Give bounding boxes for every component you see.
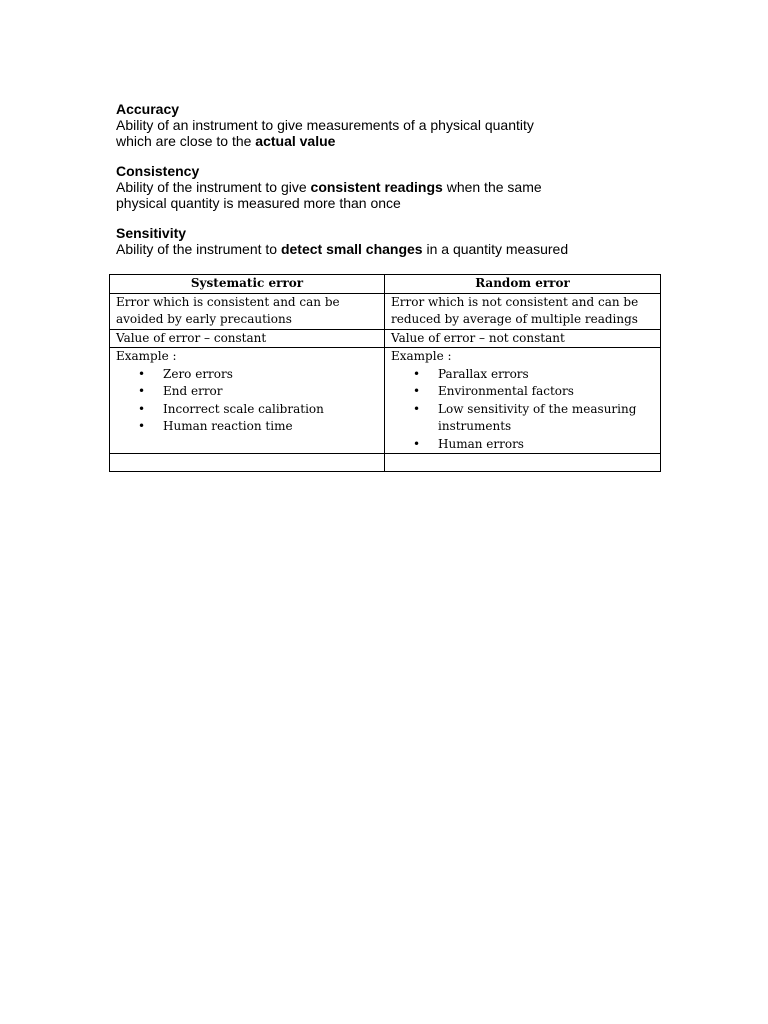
example-list [116,366,378,436]
table-cell [385,348,661,454]
list-item: • Low sensitivity of the measuring instruments [438,401,654,436]
example-label: Example : [391,349,452,363]
table-cell: Error which is not consistent and can be reduced by average of multiple readings [385,293,661,329]
description-line [116,133,676,149]
table-cell: Value of error – not constant [385,329,661,348]
list-item: • Human errors [438,436,654,454]
table-row-description [110,293,661,329]
text-run: in a quantity measured [422,241,569,257]
table-cell-empty [110,454,385,472]
table-cell-empty [385,454,661,472]
text-run: Ability of the instrument to [116,241,281,257]
list-item: • Incorrect scale calibration [163,401,378,419]
text-run: physical quantity is measured more than once [116,195,401,211]
table-row-value [110,329,661,348]
text-run: when the same [442,179,542,195]
list-item: • Human reaction time [163,418,378,436]
term-heading: Consistency [116,163,200,179]
text-run: Ability of the instrument to give [116,179,311,195]
definition-sensitivity [116,225,676,257]
table-cell [110,348,385,454]
term-heading: Accuracy [116,101,180,117]
text-run: which are close to the [116,133,256,149]
emphasis-text: detect small changes [280,241,423,257]
error-comparison-table [109,274,661,472]
text-run: Ability of an instrument to give measurements of a physical quantity [116,117,534,133]
definition-accuracy [116,101,676,149]
definitions-section [116,101,676,257]
example-label: Example : [116,349,177,363]
list-item: • Zero errors [163,366,378,384]
table-cell: Value of error – constant [110,329,385,348]
table-row-empty [110,454,661,472]
list-item: • Parallax errors [438,366,654,384]
column-header-random: Random error [385,275,661,294]
description-line [116,195,676,211]
emphasis-text: consistent readings [310,179,443,195]
column-header-systematic: Systematic error [110,275,385,294]
description-line [116,241,676,257]
definition-consistency [116,163,676,211]
term-heading: Sensitivity [116,225,187,241]
emphasis-text: actual value [255,133,336,149]
description-line [116,117,676,133]
list-item: • End error [163,383,378,401]
table-header-row [110,275,661,294]
list-item: • Environmental factors [438,383,654,401]
example-list [391,366,654,454]
table-row-examples [110,348,661,454]
description-line [116,179,676,195]
table-cell: Error which is consistent and can be avoided by early precautions [110,293,385,329]
